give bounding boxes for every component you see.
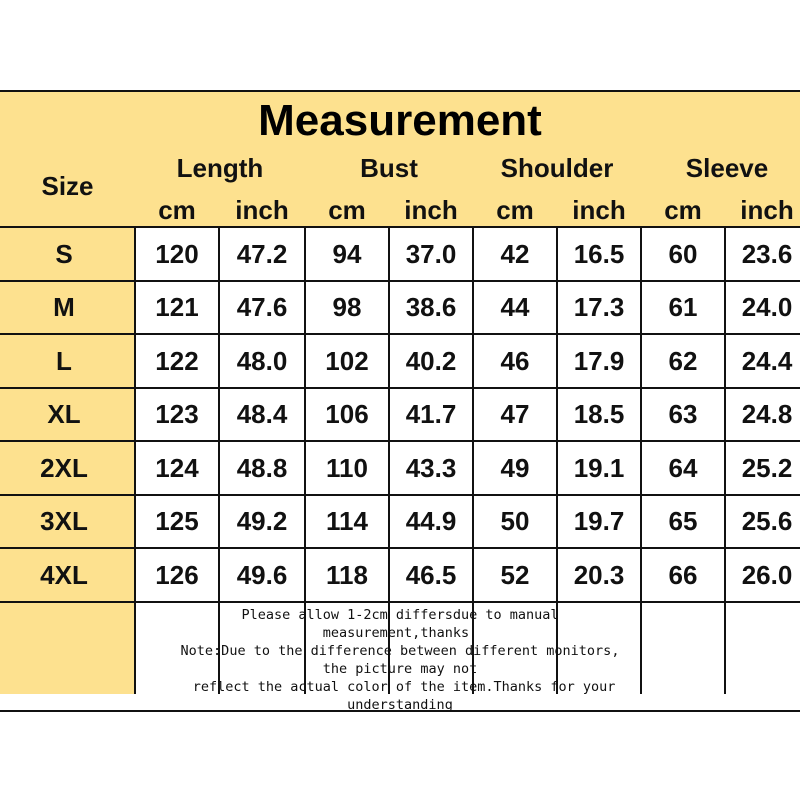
group-header-bust: Bust (360, 153, 418, 183)
table-cell: 120 (155, 238, 199, 269)
table-cell: 66 (668, 559, 698, 590)
table-cell: 25.6 (741, 506, 793, 537)
unit-header-length-cm: cm (158, 195, 196, 225)
table-cell: 16.5 (573, 238, 625, 269)
grid-line (0, 280, 800, 282)
table-cell: 47 (500, 399, 530, 430)
table-cell: 121 (155, 292, 199, 323)
table-cell: 19.7 (573, 506, 625, 537)
table-cell: 44 (500, 292, 530, 323)
table-title: Measurement (258, 96, 542, 145)
table-cell: 24.0 (741, 292, 793, 323)
size-label: 2XL (40, 452, 88, 483)
unit-header-sleeve-inch: inch (740, 195, 794, 225)
table-cell: 44.9 (405, 506, 457, 537)
grid-line (0, 226, 800, 228)
group-header-length: Length (176, 153, 264, 183)
unit-header-length-inch: inch (235, 195, 289, 225)
table-cell: 126 (155, 559, 199, 590)
table-cell: 19.1 (573, 452, 625, 483)
table-cell: 48.8 (236, 452, 288, 483)
size-label: XL (47, 399, 81, 430)
size-label: M (53, 292, 75, 323)
note-line: reflect the actual color of the item.Thanks for your (184, 679, 616, 695)
table-cell: 17.9 (573, 345, 625, 376)
table-cell: 24.8 (741, 399, 793, 430)
table-cell: 123 (155, 399, 199, 430)
table-cell: 25.2 (741, 452, 793, 483)
table-cell: 49.2 (236, 506, 288, 537)
grid-line (0, 440, 800, 442)
table-cell: 52 (500, 559, 530, 590)
table-cell: 125 (155, 506, 199, 537)
unit-header-bust-inch: inch (404, 195, 458, 225)
table-cell: 118 (326, 559, 368, 590)
table-cell: 61 (668, 292, 698, 323)
table-cell: 26.0 (741, 559, 793, 590)
grid-line (0, 333, 800, 335)
table-cell: 23.6 (741, 238, 793, 269)
table-cell: 62 (668, 345, 698, 376)
table-cell: 110 (326, 452, 368, 483)
table-cell: 63 (668, 399, 698, 430)
table-cell: 98 (332, 292, 362, 323)
unit-header-sleeve-cm: cm (664, 195, 702, 225)
size-label: S (55, 238, 73, 269)
note-line: understanding (347, 697, 453, 713)
table-cell: 17.3 (573, 292, 625, 323)
size-label: L (56, 345, 72, 376)
table-cell: 43.3 (405, 452, 457, 483)
table-cell: 102 (325, 345, 369, 376)
table-cell: 50 (500, 506, 530, 537)
table-cell: 47.6 (236, 292, 288, 323)
table-cell: 40.2 (405, 345, 457, 376)
table-cell: 65 (668, 506, 698, 537)
note-line: measurement,thanks. (322, 625, 478, 641)
table-cell: 41.7 (405, 399, 457, 430)
grid-line (0, 387, 800, 389)
table-cell: 46 (500, 345, 530, 376)
disclaimer-note (0, 606, 800, 714)
unit-header-bust-cm: cm (328, 195, 366, 225)
table-cell: 46.5 (405, 559, 457, 590)
table-cell: 18.5 (573, 399, 625, 430)
measurement-table (0, 90, 800, 712)
grid-line (0, 547, 800, 549)
grid-line (0, 90, 800, 92)
table-cell: 47.2 (236, 238, 288, 269)
table-cell: 64 (668, 452, 698, 483)
table-cell: 60 (668, 238, 698, 269)
table-cell: 48.4 (236, 399, 288, 430)
group-header-shoulder: Shoulder (500, 153, 614, 183)
table-cell: 49 (500, 452, 530, 483)
table-cell: 37.0 (405, 238, 457, 269)
table-cell: 24.4 (741, 345, 793, 376)
unit-header-shoulder-cm: cm (496, 195, 534, 225)
size-label: 4XL (40, 559, 88, 590)
table-cell: 124 (155, 452, 199, 483)
note-line: Note:Due to the difference between different monitors, (180, 643, 620, 659)
table-cell: 94 (332, 238, 362, 269)
note-line: Please allow 1-2cm differsdue to manual (241, 607, 559, 623)
size-label: 3XL (40, 506, 88, 537)
group-header-sleeve: Sleeve (685, 153, 769, 183)
grid-line (0, 494, 800, 496)
note-line: the picture may not (322, 661, 478, 677)
table-cell: 48.0 (236, 345, 288, 376)
table-cell: 106 (325, 399, 369, 430)
grid-line (0, 601, 800, 603)
table-cell: 122 (155, 345, 199, 376)
table-cell: 42 (500, 238, 530, 269)
size-header: Size (41, 171, 94, 201)
unit-header-shoulder-inch: inch (572, 195, 626, 225)
table-cell: 49.6 (236, 559, 288, 590)
table-cell: 20.3 (573, 559, 625, 590)
table-cell: 38.6 (405, 292, 457, 323)
table-cell: 114 (326, 506, 368, 537)
